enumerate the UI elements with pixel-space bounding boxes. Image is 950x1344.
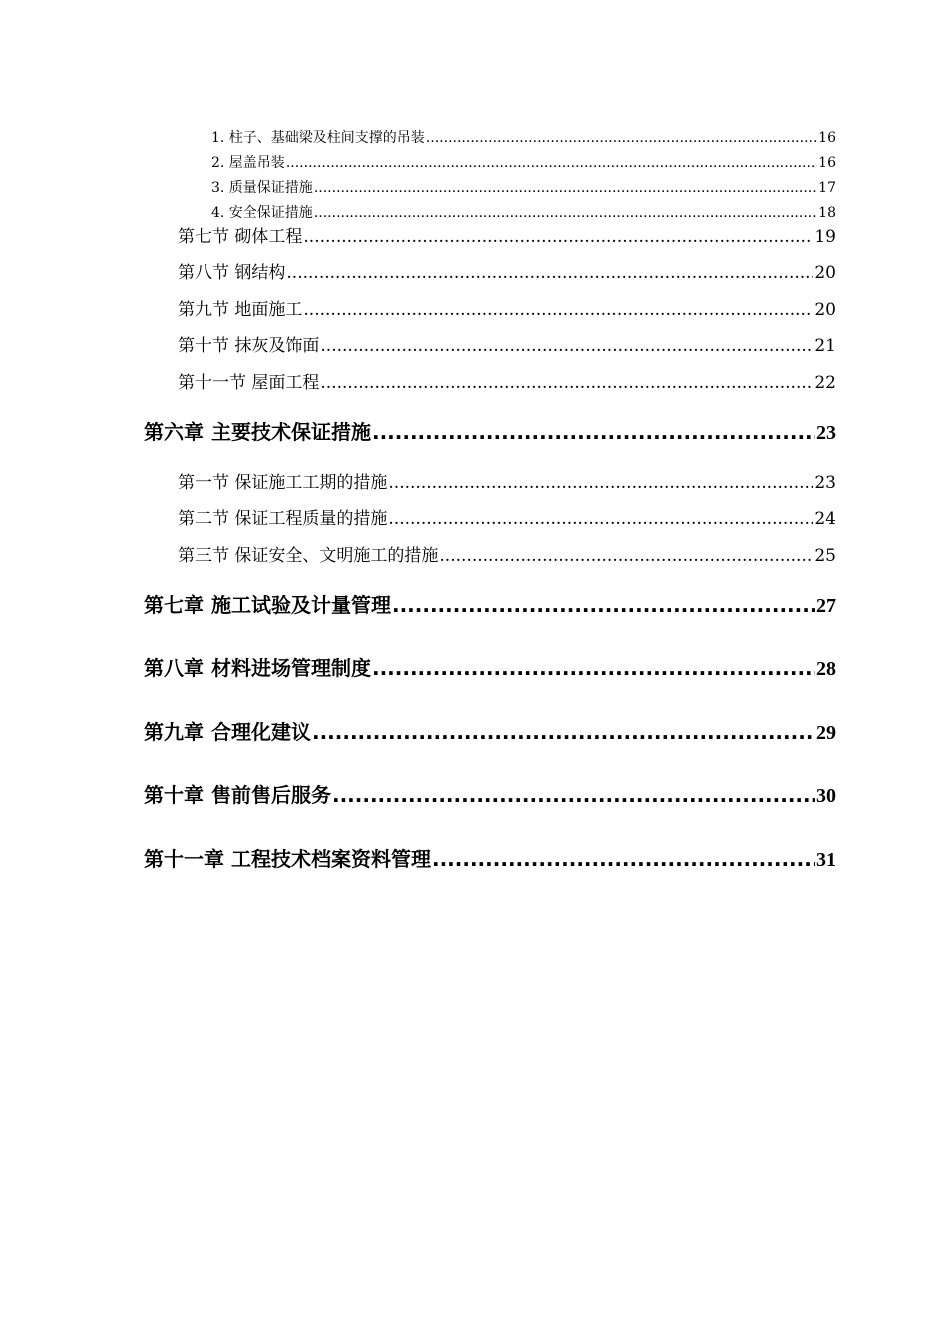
toc-entry-page: 23 [814,473,836,493]
toc-entry-page: 31 [816,849,836,871]
dot-leader [303,223,813,251]
toc-entry-page: 19 [814,227,836,247]
toc-entry-title: 第七章 施工试验及计量管理 [144,593,391,617]
dot-leader [314,177,817,199]
dot-leader [314,202,817,224]
toc-entry-title: 第九章 合理化建议 [144,720,311,744]
toc-entry[interactable] [178,469,836,497]
toc-entry-title: 第十章 售前售后服务 [144,783,331,807]
toc-entry[interactable] [211,202,836,224]
toc-entry-page: 21 [814,336,836,356]
toc-entry-page: 27 [816,595,836,617]
dot-leader [320,332,813,360]
toc-entry-page: 25 [814,546,836,566]
toc-entry-page: 30 [816,785,836,807]
toc-entry[interactable] [178,332,836,360]
toc-entry-title: 第七节 砌体工程 [178,227,303,247]
toc-entry[interactable] [211,127,836,149]
dot-leader [320,369,813,397]
toc-entry-page: 24 [814,509,836,529]
toc-entry[interactable] [211,152,836,174]
toc-entry-page: 16 [818,130,836,146]
dot-leader [286,259,813,287]
toc-entry-title: 第一节 保证施工工期的措施 [178,473,388,493]
toc-entry-title: 第二节 保证工程质量的措施 [178,509,388,529]
dot-leader [392,589,815,621]
dot-leader [432,843,815,875]
toc-entry[interactable] [178,296,836,324]
dot-leader [372,416,815,448]
dot-leader [332,779,815,811]
toc-entry-page: 20 [814,263,836,283]
toc-entry-page: 17 [818,180,836,196]
dot-leader [303,296,813,324]
dot-leader [388,469,813,497]
dot-leader [426,127,817,149]
dot-leader [372,652,815,684]
toc-entry-page: 28 [816,658,836,680]
toc-entry-title: 第十一节 屋面工程 [178,373,320,393]
toc-entry-page: 29 [816,722,836,744]
toc-entry-page: 23 [816,422,836,444]
toc-entry-title: 2. 屋盖吊装 [211,155,285,171]
toc-entry-title: 1. 柱子、基础梁及柱间支撑的吊装 [211,130,425,146]
toc-entry[interactable] [178,259,836,287]
toc-entry-title: 第八节 钢结构 [178,263,286,283]
toc-chapter-entry[interactable] [144,416,836,448]
toc-entry[interactable] [178,223,836,251]
toc-chapter-entry[interactable] [144,589,836,621]
toc-entry[interactable] [178,505,836,533]
toc-entry-title: 第六章 主要技术保证措施 [144,420,371,444]
toc-entry[interactable] [211,177,836,199]
toc-entry-title: 3. 质量保证措施 [211,180,313,196]
toc-entry-page: 20 [814,300,836,320]
toc-entry-page: 18 [818,205,836,221]
toc-entry[interactable] [178,542,836,570]
toc-entry-title: 第十一章 工程技术档案资料管理 [144,847,431,871]
dot-leader [439,542,813,570]
toc-entry-title: 4. 安全保证措施 [211,205,313,221]
toc-chapter-entry[interactable] [144,843,836,875]
toc-entry-title: 第八章 材料进场管理制度 [144,656,371,680]
toc-chapter-entry[interactable] [144,652,836,684]
toc-entry[interactable] [178,369,836,397]
toc-chapter-entry[interactable] [144,716,836,748]
dot-leader [286,152,817,174]
toc-chapter-entry[interactable] [144,779,836,811]
dot-leader [312,716,815,748]
dot-leader [388,505,813,533]
toc-entry-title: 第十节 抹灰及饰面 [178,336,320,356]
toc-entry-page: 22 [814,373,836,393]
toc-entry-page: 16 [818,155,836,171]
toc-entry-title: 第三节 保证安全、文明施工的措施 [178,546,439,566]
toc-entry-title: 第九节 地面施工 [178,300,303,320]
